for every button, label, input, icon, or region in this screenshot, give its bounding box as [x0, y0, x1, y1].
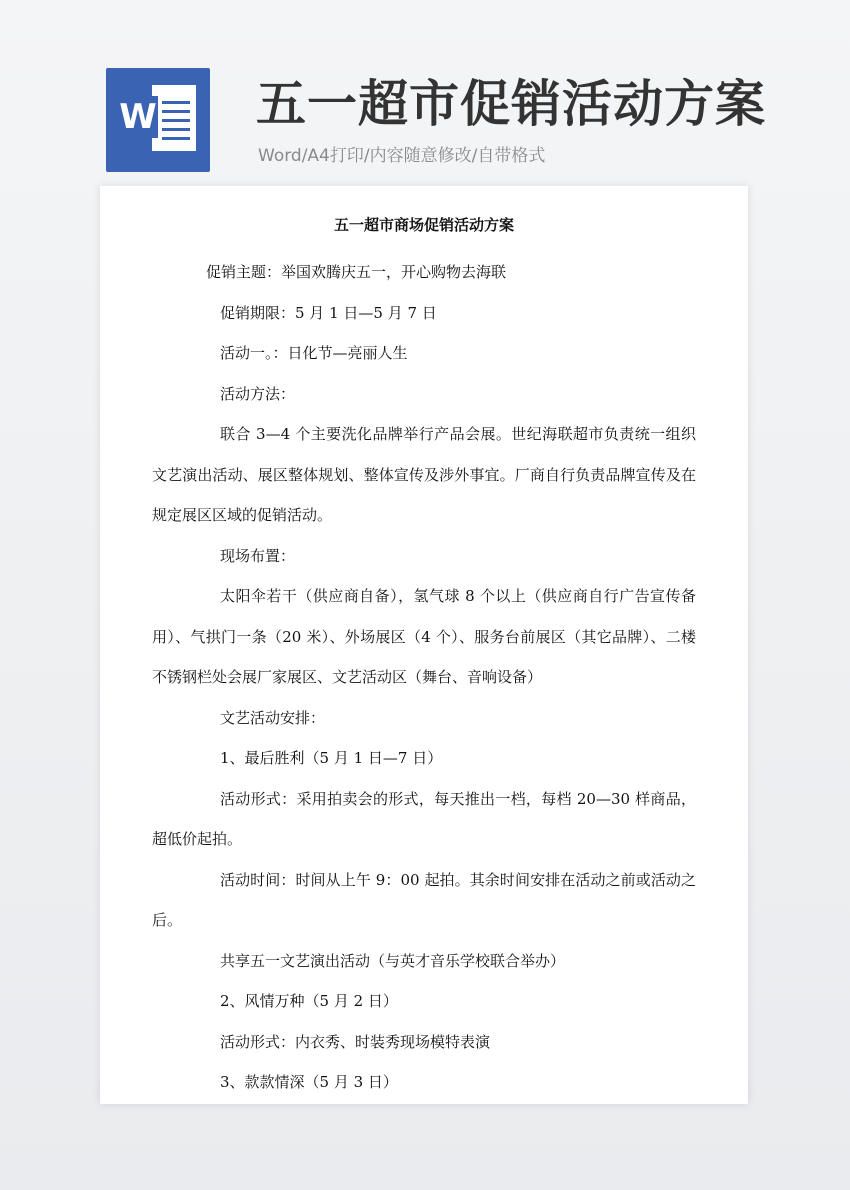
- paragraph-theme: 促销主题：举国欢腾庆五一，开心购物去海联: [206, 263, 507, 281]
- text-line: [162, 137, 190, 140]
- paragraph-method-body: 联合 3—4 个主要洗化品牌举行产品会展。世纪海联超市负责统一组织文艺演出活动、展区整体规划、整体宣传及涉外事宜。厂商自行负责品牌宣传及在规定展区区域的促销活动。: [152, 425, 696, 524]
- paragraph-activity-one: 活动一。：日化节—亮丽人生: [220, 344, 408, 362]
- paragraph-layout-body: 太阳伞若干（供应商自备），氢气球 8 个以上（供应商自行广告宣传备用）、气拱门一条（20 米）、外场展区（4 个）、服务台前展区（其它品牌）、二楼不锈钢栏处会展厂家展区、文艺活动区（舞台、音响设备）: [152, 587, 696, 686]
- text-line: [162, 110, 190, 113]
- text-line: [162, 119, 190, 122]
- text-line: [162, 128, 190, 131]
- paragraph-item-two: 2、风情万种（5 月 2 日）: [220, 992, 398, 1010]
- paragraph-item-one: 1、最后胜利（5 月 1 日—7 日）: [220, 749, 443, 767]
- word-document-icon: [106, 68, 210, 172]
- paragraph-form-two: 活动形式：内衣秀、时装秀现场模特表演: [220, 1032, 491, 1051]
- paragraph-layout-heading: 现场布置：: [220, 546, 296, 565]
- paragraph-time-one: 活动时间：时间从上午 9：00 起拍。其余时间安排在活动之前或活动之后。: [152, 870, 696, 929]
- document-title: 五一超市商场促销活动方案: [333, 216, 514, 234]
- document-sheet-icon: [152, 85, 196, 151]
- paragraph-form-one: 活动形式：采用拍卖会的形式，每天推出一档，每档 20—30 样商品，超低价起拍。: [152, 789, 696, 848]
- paragraph-arts-heading: 文艺活动安排：: [220, 708, 326, 727]
- paragraph-period: 促销期限：5 月 1 日—5 月 7 日: [220, 303, 437, 322]
- paragraph-shared-show: 共享五一文艺演出活动（与英才音乐学校联合举办）: [220, 951, 566, 970]
- text-line: [162, 101, 190, 104]
- header-subtitle: Word/A4打印/内容随意修改/自带格式: [258, 146, 546, 166]
- paragraph-item-three: 3、款款情深（5 月 3 日）: [220, 1073, 398, 1091]
- word-letter-icon: W: [119, 97, 157, 137]
- header-title: 五一超市促销活动方案: [256, 75, 766, 133]
- paragraph-method-heading: 活动方法：: [220, 384, 296, 403]
- document-page: [100, 186, 748, 1104]
- document-content: [152, 214, 696, 1103]
